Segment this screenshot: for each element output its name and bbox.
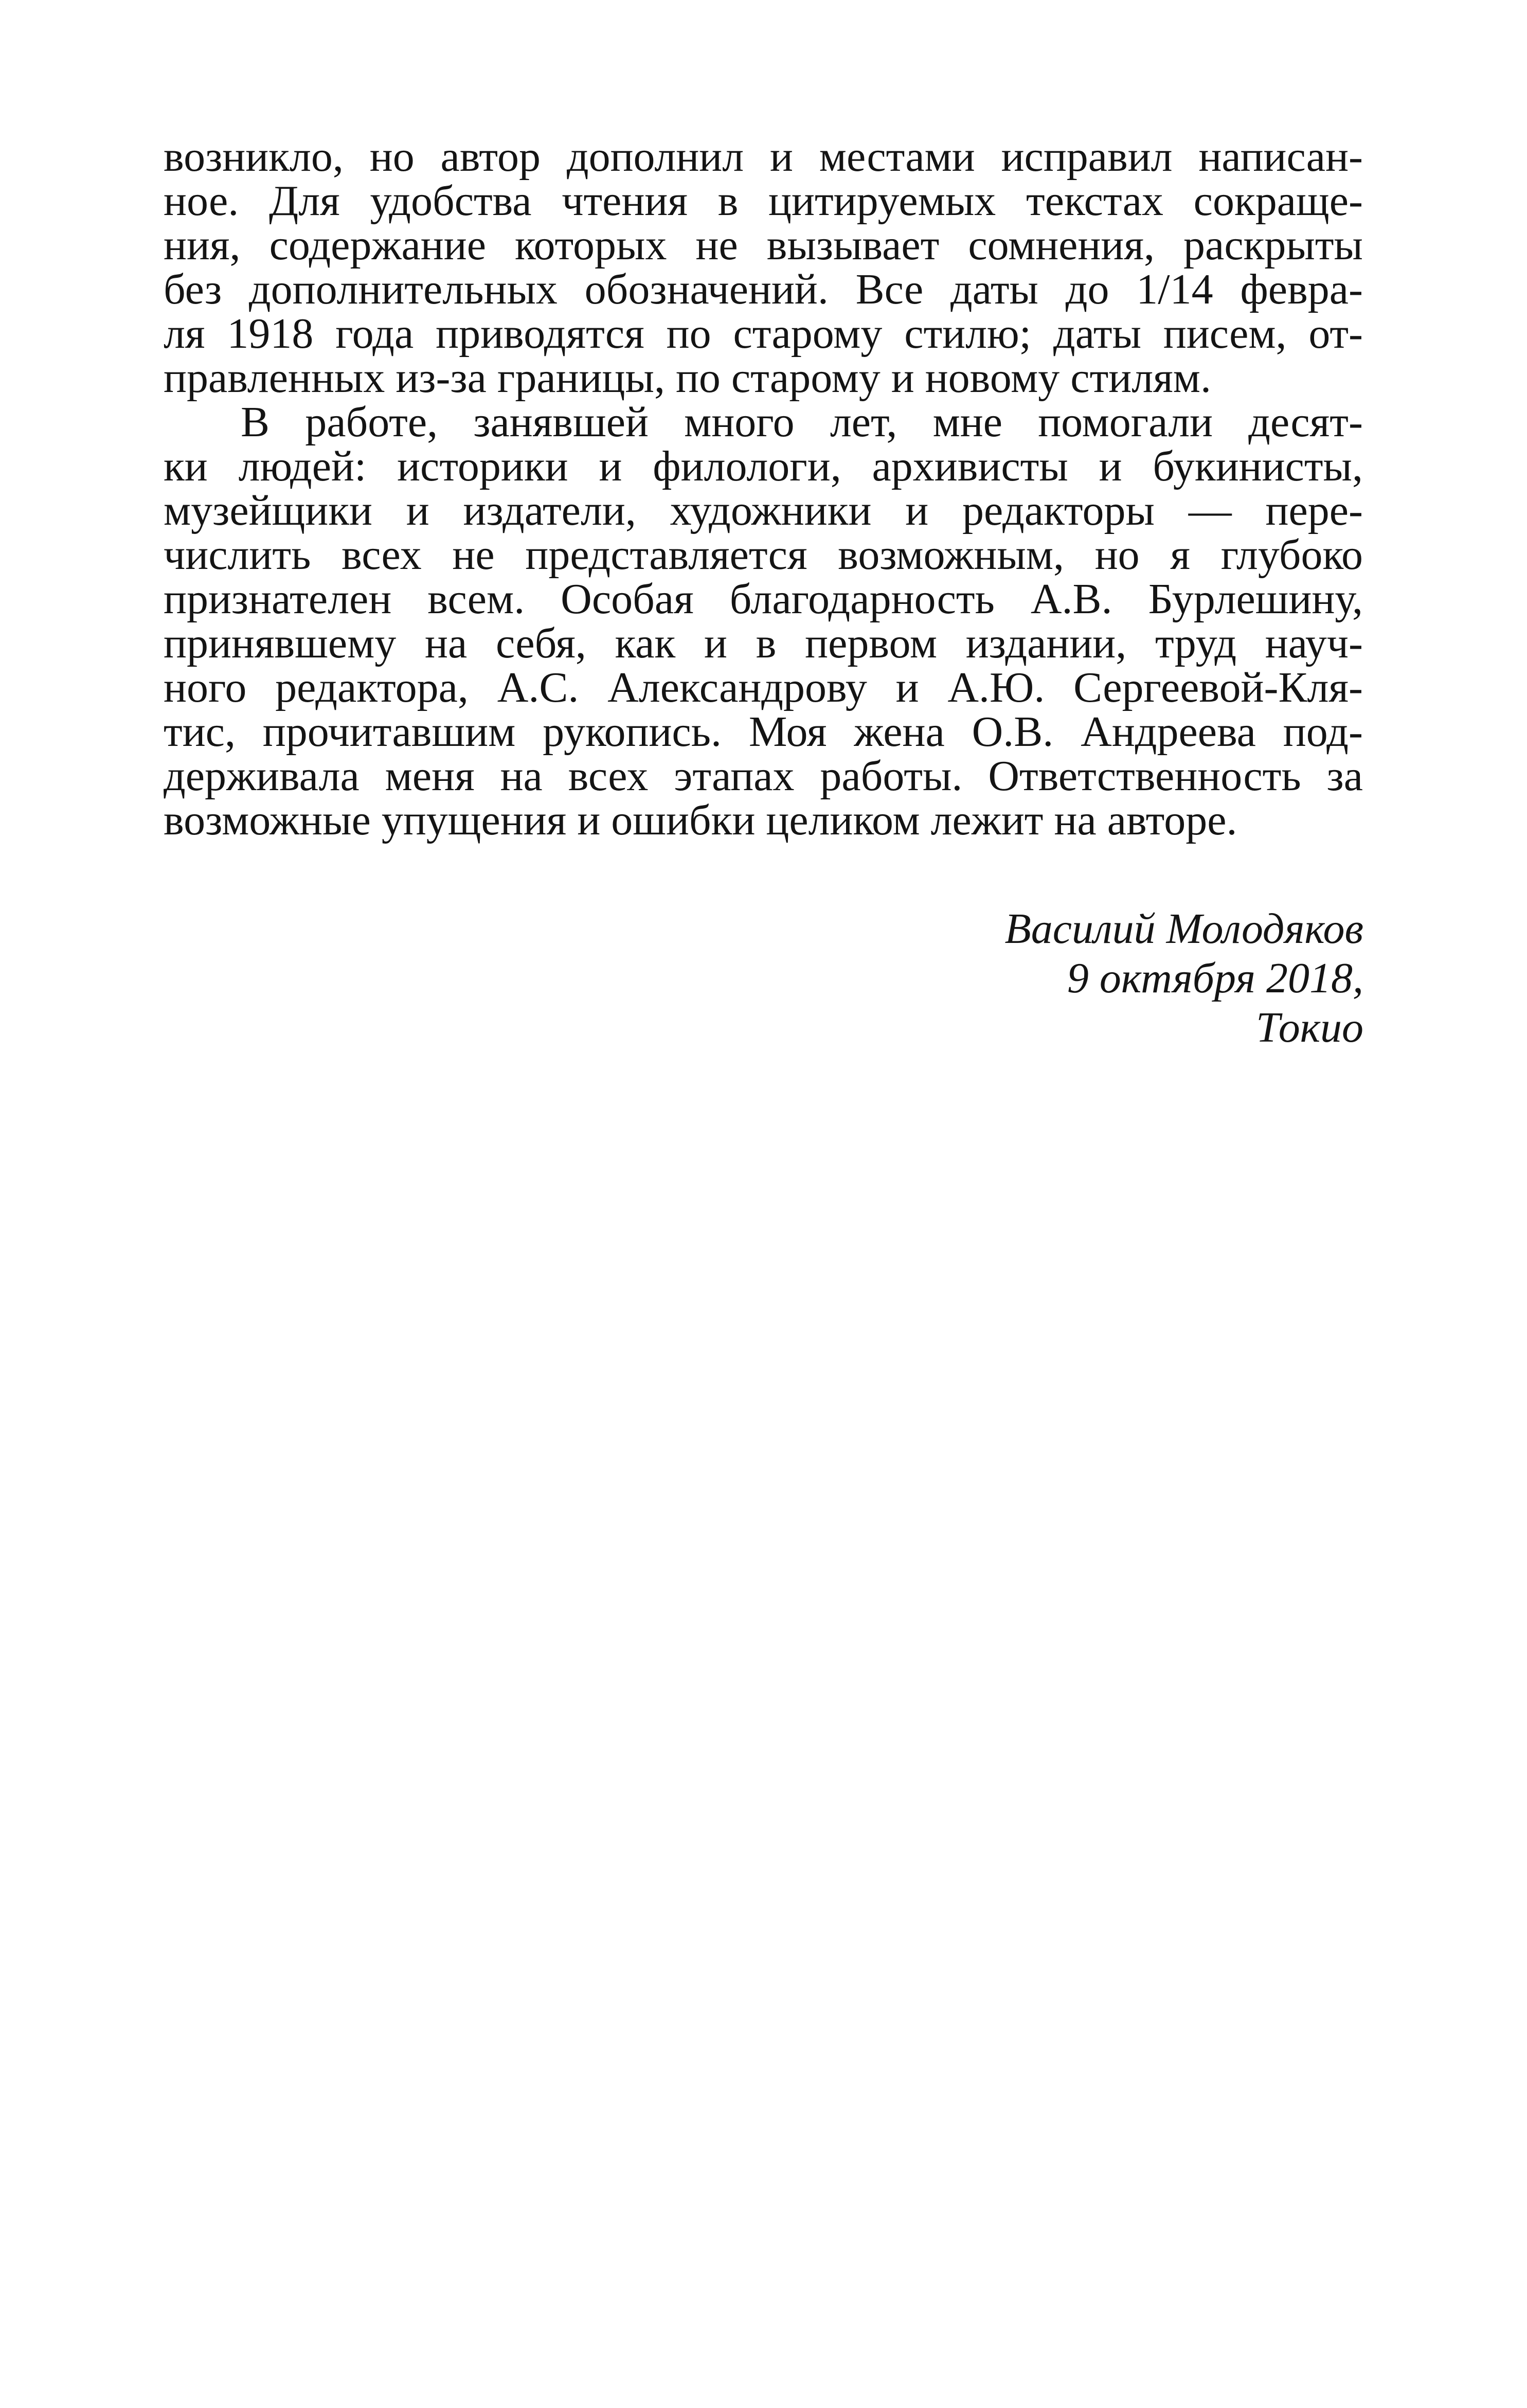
text-line: музейщики и издатели, художники и редакторы — пере- xyxy=(164,487,1363,534)
text-line: ки людей: историки и филологи, архивисты и букинисты, xyxy=(164,442,1363,490)
text-line: без дополнительных обозначений. Все даты до 1/14 февра- xyxy=(164,265,1363,313)
text-line: возникло, но автор дополнил и местами исправил написан- xyxy=(164,133,1363,181)
text-line: держивала меня на всех этапах работы. Ответственность за xyxy=(164,752,1363,800)
signature-author: Василий Молодяков xyxy=(1004,905,1363,953)
body-text xyxy=(164,135,1363,843)
text-line: числить всех не представляется возможным, но я глубоко xyxy=(164,531,1363,579)
text-line: В работе, занявшей много лет, мне помогали десят- xyxy=(241,398,1363,446)
text-line: признателен всем. Особая благодарность А.В. Бурлешину, xyxy=(164,575,1363,623)
text-line: правленных из-за границы, по старому и новому стилям. xyxy=(164,354,1211,402)
text-line: тис, прочитавшим рукопись. Моя жена О.В. Андреева под- xyxy=(164,708,1363,756)
text-line: ния, содержание которых не вызывает сомнения, раскрыты xyxy=(164,221,1363,269)
text-line: ля 1918 года приводятся по старому стилю; даты писем, от- xyxy=(164,310,1363,358)
text-line: ное. Для удобства чтения в цитируемых текстах сокраще- xyxy=(164,177,1363,225)
text-line: ного редактора, А.С. Александрову и А.Ю. Сергеевой-Кля- xyxy=(164,664,1363,711)
signature-block xyxy=(1004,904,1363,1053)
text-line: возможные упущения и ошибки целиком лежит на авторе. xyxy=(164,796,1237,844)
signature-date: 9 октября 2018, xyxy=(1067,954,1363,1002)
text-line: принявшему на себя, как и в первом издании, труд науч- xyxy=(164,619,1363,667)
signature-place: Токио xyxy=(1256,1004,1363,1051)
